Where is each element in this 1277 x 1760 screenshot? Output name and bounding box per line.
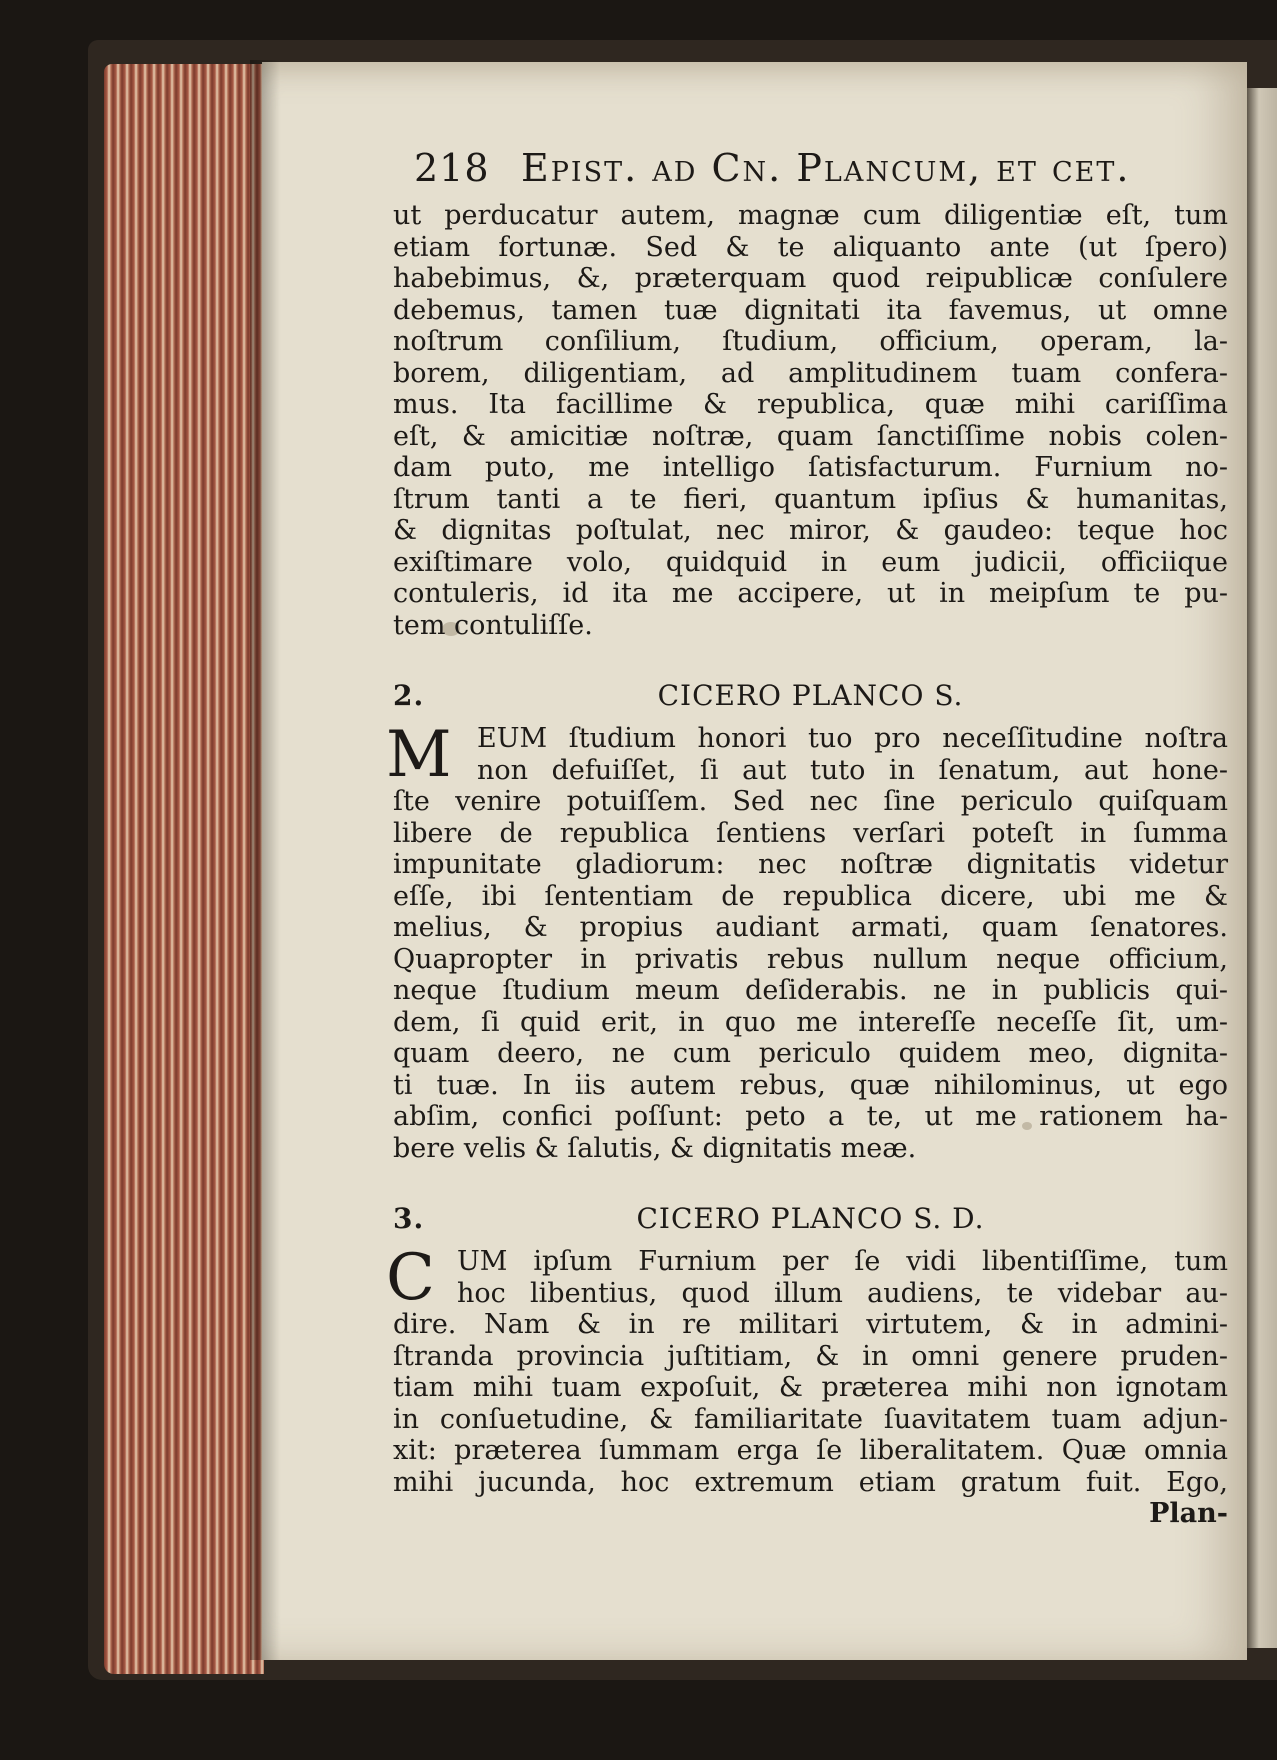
text-line: exiſtimare volo, quidquid in eum judicii, officiique	[393, 546, 1228, 578]
text-line: hoc libentius, quod illum audiens, te videbar au-	[457, 1277, 1228, 1309]
text-line: dam puto, me intelligo ſatisfacturum. Furnium no-	[393, 452, 1228, 483]
letter-body	[386, 718, 1228, 1164]
text-line: debemus, tamen tuæ dignitati ita favemus, ut omne	[393, 294, 1228, 326]
text-line: ſtranda provincia juſtitiam, & in omni genere pruden-	[393, 1340, 1228, 1372]
page-header	[393, 138, 1228, 200]
text-line: quam deero, ne cum periculo quidem meo, dignita-	[393, 1038, 1228, 1069]
text-line: melius, & propius audiant armati, quam ſenatores.	[393, 912, 1228, 943]
text-line: noſtrum conſilium, ſtudium, officium, operam, la-	[393, 326, 1228, 357]
text-line: ſtrum tanti a te fieri, quantum ipſius & humanitas,	[393, 483, 1228, 515]
page-text	[386, 138, 1228, 1530]
text-line: etiam fortunæ. Sed & te aliquanto ante (ut ſpero)	[393, 231, 1228, 263]
running-head: Epist. ad Cn. Plancum, et cet.	[521, 146, 1131, 190]
text-line: in conſuetudine, & familiaritate ſuavitatem tuam adjun-	[393, 1403, 1228, 1435]
text-line: xit: præterea ſummam erga ſe liberalitatem. Quæ omnia	[393, 1435, 1228, 1466]
text-line: Quapropter in privatis rebus nullum neque officium,	[393, 943, 1228, 975]
text-line: tiam mihi tuam expoſuit, & præterea mihi non ignotam	[393, 1372, 1228, 1403]
text-line: borem, diligentiam, ad amplitudinem tuam confera-	[393, 357, 1228, 389]
letter-number: 3.	[393, 1202, 425, 1235]
text-line: EUM ſtudium honori tuo pro neceſſitudine noſtra	[477, 723, 1228, 754]
text-line: tem contuliſſe.	[393, 609, 593, 641]
drop-cap: C	[386, 1241, 435, 1315]
text-line: non defuiſſet, ſi aut tuto in ſenatum, aut hone-	[477, 754, 1228, 786]
text-line: & dignitas poſtulat, nec miror, & gaudeo: teque hoc	[393, 515, 1228, 546]
catchword: Plan-	[1149, 1498, 1228, 1529]
gutter-shadow	[250, 60, 280, 1660]
text-line: abſim, confici poſſunt: peto a te, ut me rationem ha-	[393, 1101, 1228, 1132]
drop-cap: M	[386, 718, 452, 792]
text-line: ut perducatur autem, magnæ cum diligentiæ eſt, tum	[393, 200, 1228, 231]
text-line: dire. Nam & in re militari virtutem, & in admini-	[393, 1309, 1228, 1340]
page-number: 218	[414, 146, 490, 190]
text-line: ſte venire potuiſſem. Sed nec ſine periculo quiſquam	[393, 786, 1228, 817]
facing-page-edge	[1247, 88, 1277, 1648]
text-line: mus. Ita facillime & republica, quæ mihi cariſſima	[393, 389, 1228, 420]
text-line: dem, ſi quid erit, in quo me intereſſe neceſſe ſit, um-	[393, 1006, 1228, 1038]
letter-title: CICERO PLANCO S. D.	[636, 1202, 985, 1235]
text-line: ti tuæ. In iis autem rebus, quæ nihilominus, ut ego	[393, 1069, 1228, 1101]
text-line: impunitate gladiorum: nec noſtræ dignitatis videtur	[393, 849, 1228, 880]
text-line: UM ipſum Furnium per ſe vidi libentiſſime, tum	[457, 1246, 1228, 1277]
text-line: mihi jucunda, hoc extremum etiam gratum fuit. Ego,	[393, 1466, 1228, 1498]
letter-heading	[393, 665, 1228, 723]
text-line: contuleris, id ita me accipere, ut in meipſum te pu-	[393, 578, 1228, 609]
page-edges	[104, 64, 264, 1674]
text-line: eſt, & amicitiæ noſtræ, quam ſanctiſſime nobis colen-	[393, 420, 1228, 452]
letter-body	[386, 1241, 1228, 1530]
text-line: bere velis & ſalutis, & dignitatis meæ.	[393, 1132, 917, 1164]
text-line: libere de republica ſentiens verſari poteſt in ſumma	[393, 817, 1228, 849]
text-line: eſſe, ibi ſententiam de republica dicere, ubi me &	[393, 880, 1228, 912]
letter-number: 2.	[393, 679, 425, 712]
letter-heading	[393, 1188, 1228, 1246]
continuation-text	[393, 200, 1228, 641]
text-line: habebimus, &, præterquam quod reipublicæ conſulere	[393, 263, 1228, 294]
letter-title: CICERO PLANCO S.	[657, 679, 964, 712]
text-line: neque ſtudium meum deſiderabis. ne in publicis qui-	[393, 975, 1228, 1006]
